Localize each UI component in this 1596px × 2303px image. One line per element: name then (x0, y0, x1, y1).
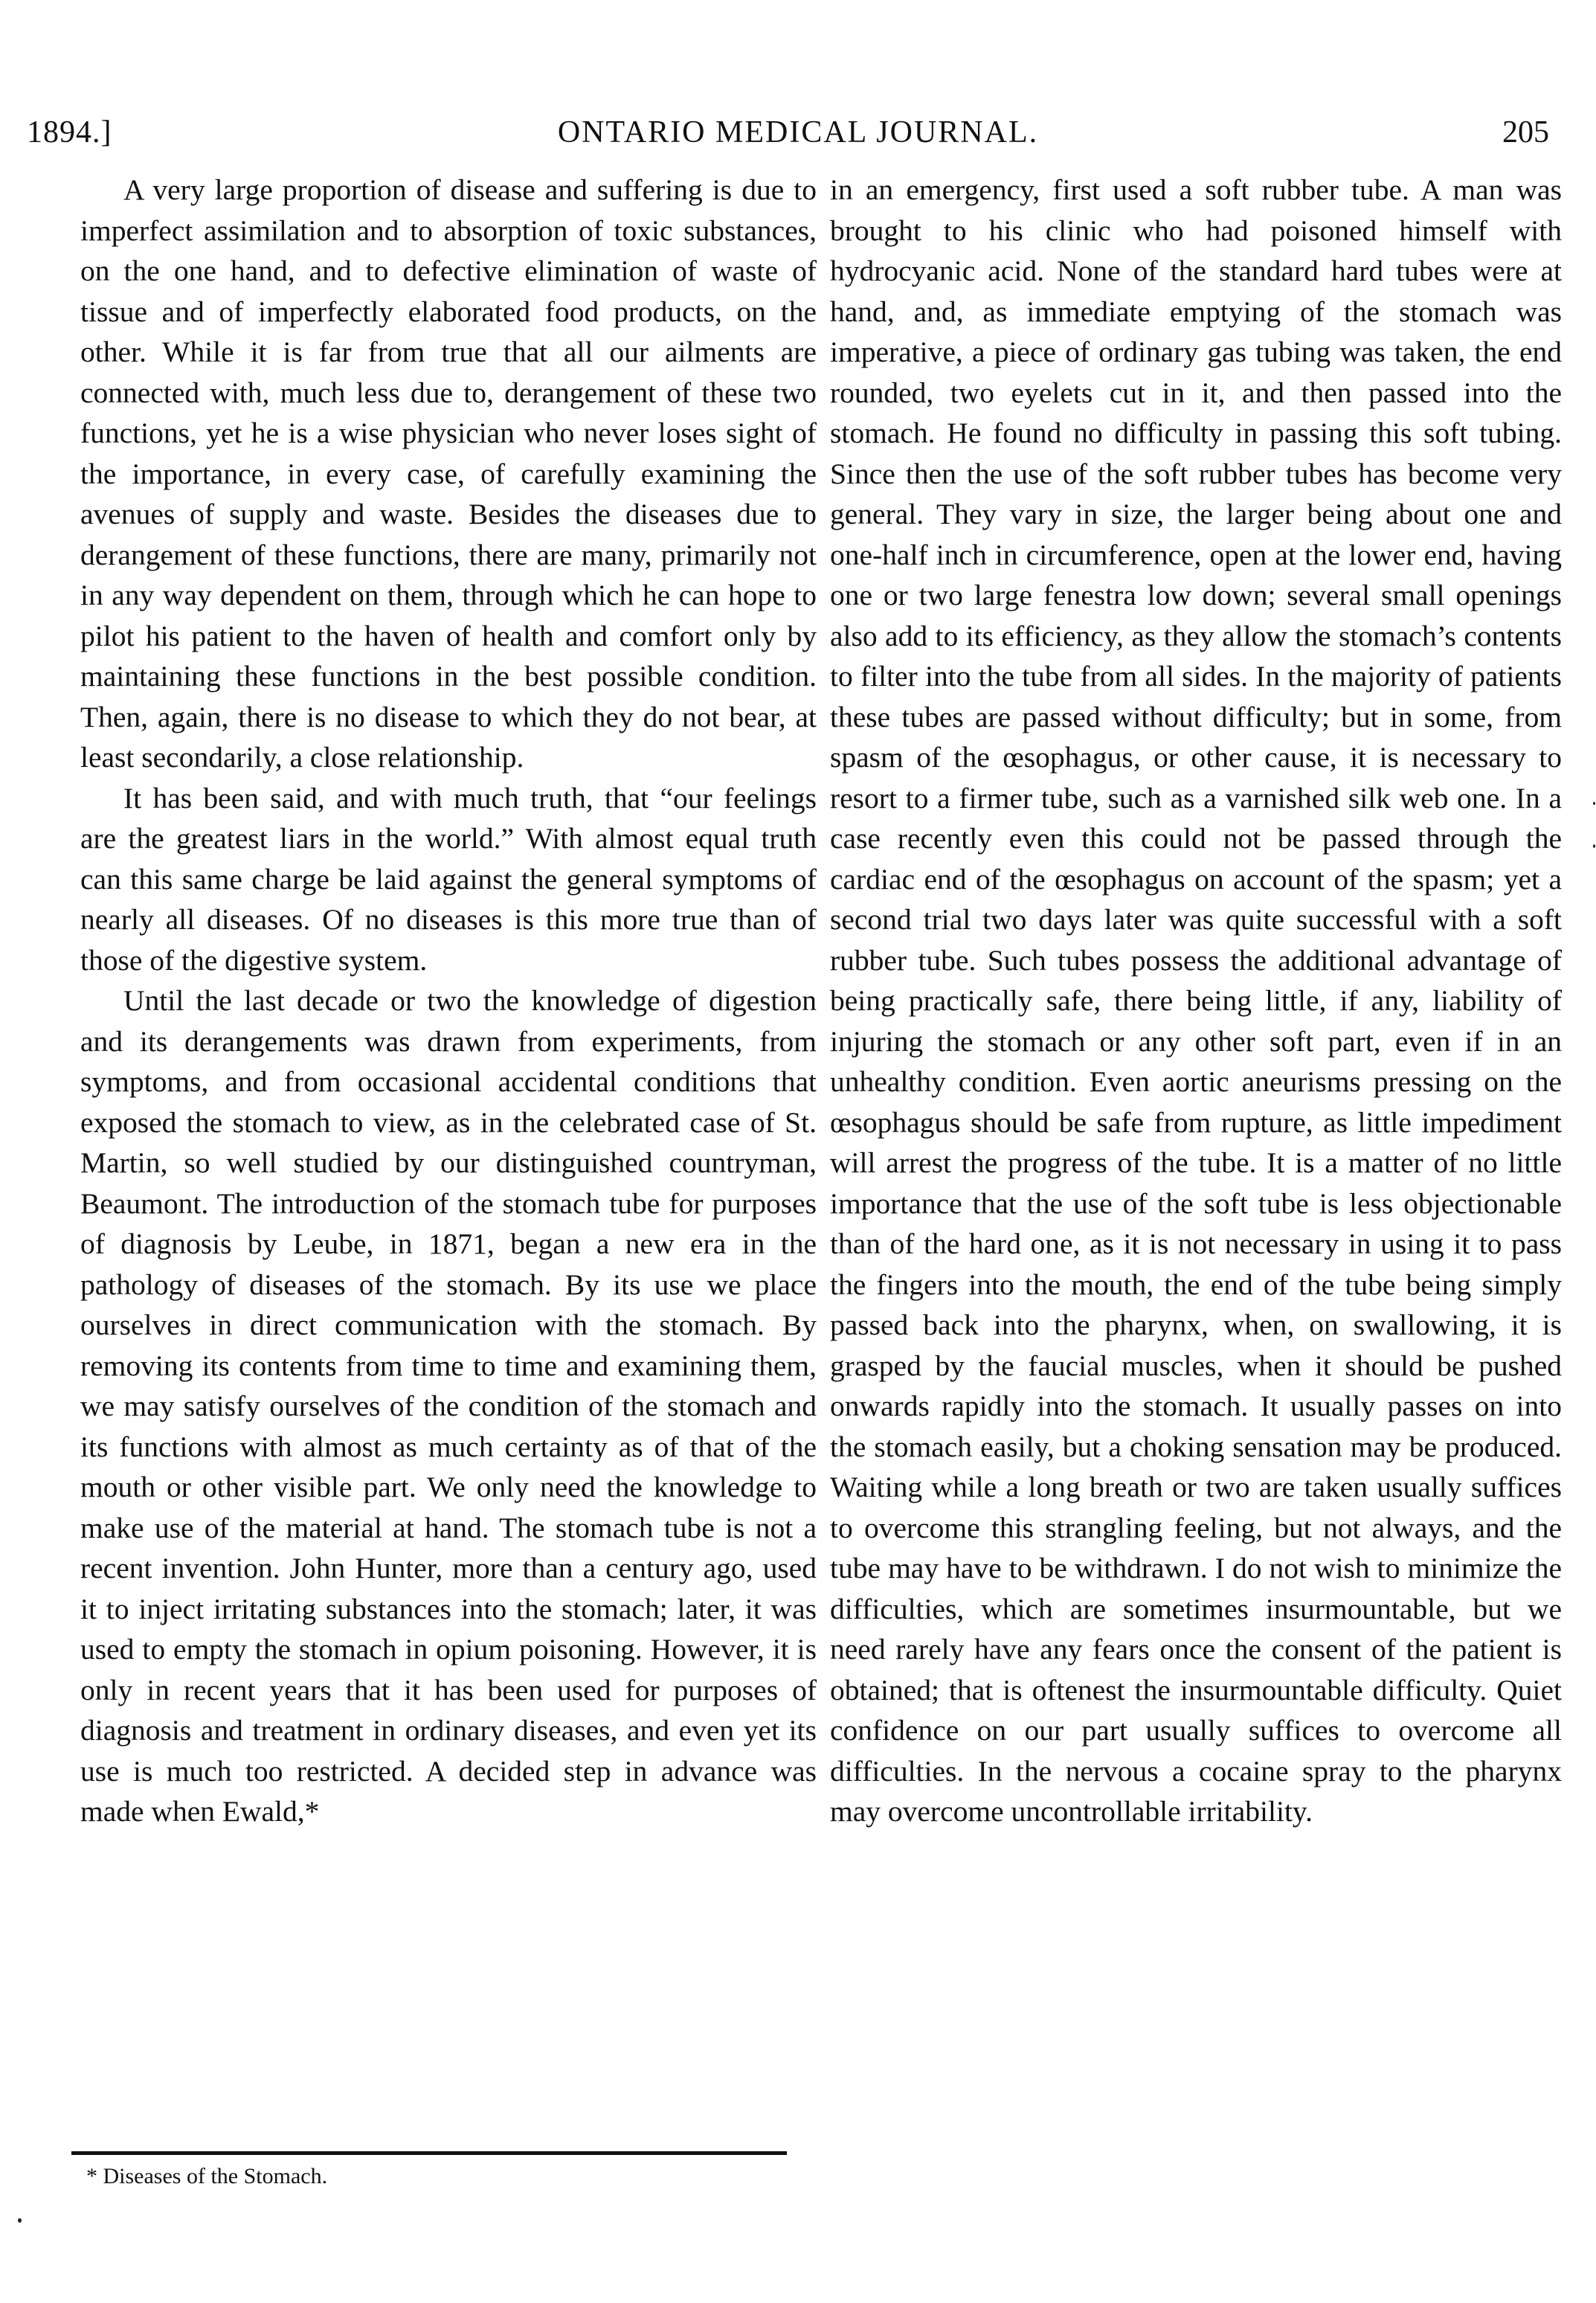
footnote-divider (71, 2151, 787, 2155)
header-year: 1894.] (27, 115, 112, 150)
right-column (830, 170, 1562, 1832)
left-column (80, 170, 817, 1832)
scan-speck (1593, 802, 1595, 805)
running-head (0, 110, 1596, 155)
scan-speck (18, 2218, 22, 2223)
paragraph-stomach-tube-history: Until the last decade or two the knowledge of digestion and its derangements was drawn from experiments, from symptoms, and from occasional accidental conditions that exposed the stomach to view, as in the celebrated case of St. Martin, so well studied by our distinguished countryman, Beaumont. The introduction of the stomach tube for purposes of diagnosis by Leube, in 1871, began a new era in the pathology of diseases of the stomach. By its use we place ourselves in direct communication with the stomach. By removing its contents from time to time and examining them, we may satisfy ourselves of the condition of the stomach and its functions with almost as much certainty as of that of the mouth or other visible part. We only need the knowledge to make use of the material at hand. The stomach tube is not a recent invention. John Hunter, more than a century ago, used it to inject irritating substances into the stomach; later, it was used to empty the stomach in opium poisoning. However, it is only in recent years that it has been used for purposes of diagnosis and treatment in ordinary diseases, and even yet its use is much too restricted. A decided step in advance was made when Ewald,* (80, 984, 817, 1828)
journal-title: ONTARIO MEDICAL JOURNAL. (557, 115, 1039, 150)
paragraph-assimilation: A very large proportion of disease and suffering is due to imperfect assimilation and to absorption of toxic substances, on the one hand, and to defective elimination of waste of tissue and of imperfectly elaborated food products, on the other. While it is far from true that all our ailments are connected with, much less due to, derangement of these two functions, yet he is a wise physician who never loses sight of the importance, in every case, of carefully examining the avenues of supply and waste. Besides the diseases due to derangement of these functions, there are many, primarily not in any way dependent on them, through which he can hope to pilot his patient to the haven of health and comfort only by maintaining these functions in the best possible condition. Then, again, there is no disease to which they do not bear, at least secondarily, a close relationship. (80, 173, 817, 774)
scan-speck (1593, 844, 1595, 848)
paragraph-soft-rubber-tube: in an emergency, first used a soft rubber tube. A man was brought to his clinic who had poisoned himself with hydrocyanic acid. None of the standard hard tubes were at hand, and, as immediate emptying of the stomach was imperative, a piece of ordinary gas tubing was taken, the end rounded, two eyelets cut in it, and then passed into the stomach. He found no difficulty in passing this soft tubing. Since then the use of the soft rubber tubes has become very general. They vary in size, the larger being about one and one-half inch in circumference, open at the lower end, having one or two large fenestra low down; several small openings also add to its efficiency, as they allow the stomach’s contents to filter into the tube from all sides. In the majority of patients these tubes are passed without difficulty; but in some, from spasm of the œsophagus, or other cause, it is necessary to resort to a firmer tube, such as a varnished silk web one. In a case recently even this could not be passed through the cardiac end of the œsophagus on account of the spasm; yet a second trial two days later was quite successful with a soft rubber tube. Such tubes possess the additional advantage of being practically safe, there being little, if any, liability of injuring the stomach or any other soft part, even if in an unhealthy condition. Even aortic aneurisms pressing on the œsophagus should be safe from rupture, as little impediment will arrest the progress of the tube. It is a matter of no little importance that the use of the soft tube is less objectionable than of the hard one, as it is not necessary in using it to pass the fingers into the mouth, the end of the tube being simply passed back into the pharynx, when, on swallowing, it is grasped by the faucial muscles, when it should be pushed onwards rapidly into the stomach. It usually passes on into the stomach easily, but a choking sensation may be produced. Waiting while a long breath or two are taken usually suffices to overcome this strangling feeling, but not always, and the tube may have to be withdrawn. I do not wish to minimize the difficulties, which are sometimes insurmountable, but we need rarely have any fears once the consent of the patient is obtained; that is oftenest the insurmountable difficulty. Quiet confidence on our part usually suffices to overcome all difficulties. In the nervous a cocaine spray to the pharynx may overcome uncontrollable irritability. (830, 173, 1562, 1828)
footnote: * Diseases of the Stomach. (86, 2164, 328, 2188)
paragraph-feelings: It has been said, and with much truth, that “our feelings are the greatest liars in the world.” With almost equal truth can this same charge be laid against the general symptoms of nearly all diseases. Of no diseases is this more true than of those of the digestive system. (80, 781, 817, 977)
page-number: 205 (1502, 115, 1549, 150)
